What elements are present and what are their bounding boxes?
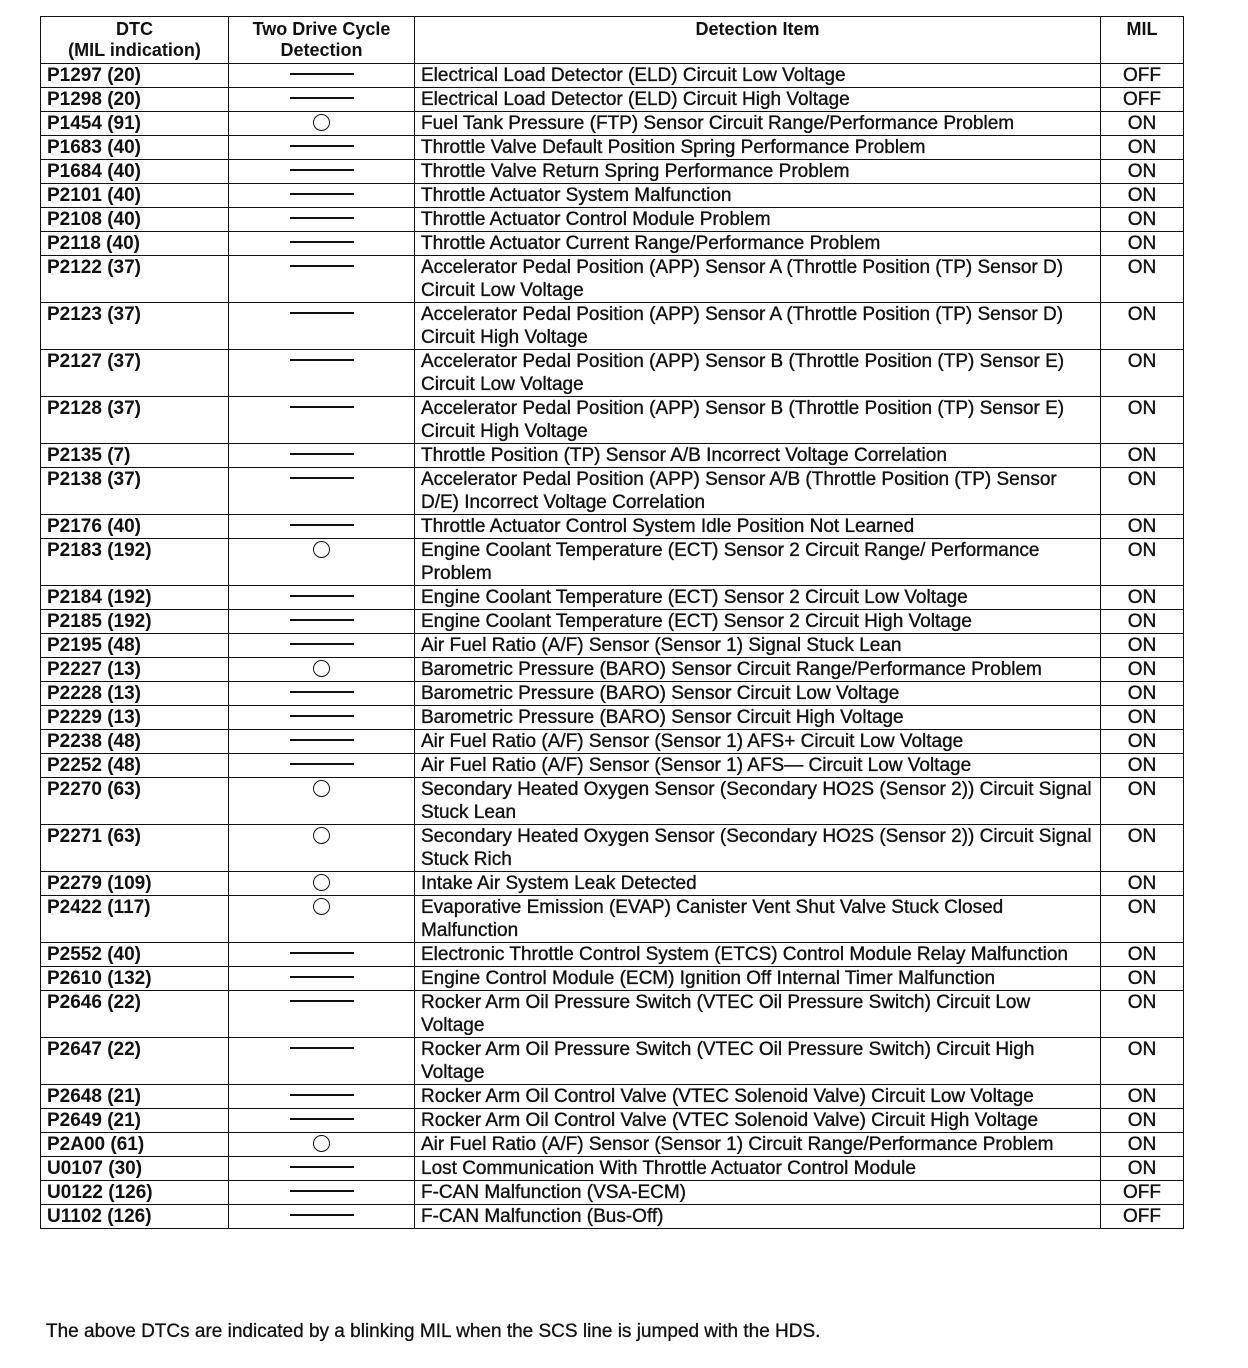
table-row [41, 706, 1184, 730]
mil-status-cell: ON [1101, 1038, 1184, 1085]
table-row [41, 586, 1184, 610]
table-row [41, 634, 1184, 658]
table-row [41, 754, 1184, 778]
detection-item-cell: Air Fuel Ratio (A/F) Sensor (Sensor 1) Signal Stuck Lean [415, 634, 1101, 658]
dash-icon [290, 453, 354, 455]
mil-status-cell: ON [1101, 468, 1184, 515]
dash-icon [290, 359, 354, 361]
table-row [41, 539, 1184, 586]
header-detection-item: Detection Item [415, 17, 1101, 64]
dash-icon [290, 73, 354, 75]
detection-item-cell: Engine Coolant Temperature (ECT) Sensor 2 Circuit Low Voltage [415, 586, 1101, 610]
dash-icon [290, 477, 354, 479]
two-drive-cycle-cell [229, 160, 415, 184]
table-row [41, 896, 1184, 943]
table-row [41, 943, 1184, 967]
two-drive-cycle-cell [229, 136, 415, 160]
two-drive-cycle-cell [229, 468, 415, 515]
table-body [41, 64, 1184, 1229]
two-drive-cycle-cell [229, 1157, 415, 1181]
dtc-code-cell: P2647 (22) [41, 1038, 229, 1085]
two-drive-cycle-cell [229, 208, 415, 232]
table-row [41, 1157, 1184, 1181]
dash-icon [290, 524, 354, 526]
table-row [41, 160, 1184, 184]
two-drive-cycle-cell [229, 539, 415, 586]
table-row [41, 468, 1184, 515]
two-drive-cycle-cell [229, 444, 415, 468]
mil-status-cell: ON [1101, 754, 1184, 778]
detection-item-cell: Air Fuel Ratio (A/F) Sensor (Sensor 1) AFS+ Circuit Low Voltage [415, 730, 1101, 754]
circle-icon [313, 827, 330, 844]
two-drive-cycle-cell [229, 682, 415, 706]
mil-status-cell: ON [1101, 397, 1184, 444]
dtc-code-cell: U0122 (126) [41, 1181, 229, 1205]
detection-item-cell: Barometric Pressure (BARO) Sensor Circuit High Voltage [415, 706, 1101, 730]
dtc-code-cell: P2A00 (61) [41, 1133, 229, 1157]
detection-item-cell: Rocker Arm Oil Pressure Switch (VTEC Oil Pressure Switch) Circuit Low Voltage [415, 991, 1101, 1038]
table-row [41, 967, 1184, 991]
mil-status-cell: ON [1101, 184, 1184, 208]
detection-item-cell: Lost Communication With Throttle Actuator Control Module [415, 1157, 1101, 1181]
detection-item-cell: Throttle Valve Return Spring Performance Problem [415, 160, 1101, 184]
dtc-code-cell: P2183 (192) [41, 539, 229, 586]
mil-status-cell: ON [1101, 1085, 1184, 1109]
two-drive-cycle-cell [229, 967, 415, 991]
two-drive-cycle-cell [229, 730, 415, 754]
dtc-code-cell: P2252 (48) [41, 754, 229, 778]
detection-item-cell: Air Fuel Ratio (A/F) Sensor (Sensor 1) Circuit Range/Performance Problem [415, 1133, 1101, 1157]
mil-status-cell: ON [1101, 706, 1184, 730]
detection-item-cell: Throttle Actuator Control Module Problem [415, 208, 1101, 232]
dtc-code-cell: P2195 (48) [41, 634, 229, 658]
mil-status-cell: OFF [1101, 1205, 1184, 1229]
detection-item-cell: Intake Air System Leak Detected [415, 872, 1101, 896]
detection-item-cell: Electrical Load Detector (ELD) Circuit High Voltage [415, 88, 1101, 112]
two-drive-cycle-cell [229, 64, 415, 88]
mil-status-cell: ON [1101, 136, 1184, 160]
two-drive-cycle-cell [229, 943, 415, 967]
two-drive-cycle-cell [229, 1181, 415, 1205]
dash-icon [290, 193, 354, 195]
two-drive-cycle-cell [229, 350, 415, 397]
detection-item-cell: Engine Control Module (ECM) Ignition Off Internal Timer Malfunction [415, 967, 1101, 991]
mil-status-cell: ON [1101, 1109, 1184, 1133]
dash-icon [290, 1214, 354, 1216]
dtc-code-cell: P2649 (21) [41, 1109, 229, 1133]
mil-status-cell: ON [1101, 991, 1184, 1038]
detection-item-cell: Barometric Pressure (BARO) Sensor Circuit Range/Performance Problem [415, 658, 1101, 682]
detection-item-cell: Throttle Actuator Current Range/Performance Problem [415, 232, 1101, 256]
mil-status-cell: ON [1101, 896, 1184, 943]
header-two-drive-label: Two Drive Cycle [252, 19, 391, 39]
table-row [41, 88, 1184, 112]
mil-status-cell: OFF [1101, 88, 1184, 112]
mil-status-cell: ON [1101, 160, 1184, 184]
header-dtc [41, 17, 229, 64]
table-row [41, 350, 1184, 397]
circle-icon [313, 541, 330, 558]
mil-status-cell: OFF [1101, 64, 1184, 88]
mil-status-cell: ON [1101, 872, 1184, 896]
mil-status-cell: ON [1101, 539, 1184, 586]
detection-item-cell: Accelerator Pedal Position (APP) Sensor A (Throttle Position (TP) Sensor D) Circuit High Voltage [415, 303, 1101, 350]
dtc-code-cell: P2271 (63) [41, 825, 229, 872]
two-drive-cycle-cell [229, 610, 415, 634]
table-row [41, 825, 1184, 872]
dtc-code-cell: U0107 (30) [41, 1157, 229, 1181]
table-row [41, 136, 1184, 160]
dtc-code-cell: P2135 (7) [41, 444, 229, 468]
two-drive-cycle-cell [229, 778, 415, 825]
two-drive-cycle-cell [229, 184, 415, 208]
dtc-code-cell: P2176 (40) [41, 515, 229, 539]
two-drive-cycle-cell [229, 303, 415, 350]
dtc-code-cell: P2122 (37) [41, 256, 229, 303]
two-drive-cycle-cell [229, 397, 415, 444]
detection-item-cell: Accelerator Pedal Position (APP) Sensor A/B (Throttle Position (TP) Sensor D/E) Incorrect Voltage Correlation [415, 468, 1101, 515]
table-row [41, 1038, 1184, 1085]
dtc-code-cell: P1297 (20) [41, 64, 229, 88]
dash-icon [290, 312, 354, 314]
detection-item-cell: Accelerator Pedal Position (APP) Sensor A (Throttle Position (TP) Sensor D) Circuit Low Voltage [415, 256, 1101, 303]
mil-status-cell: ON [1101, 586, 1184, 610]
two-drive-cycle-cell [229, 1109, 415, 1133]
dash-icon [290, 217, 354, 219]
table-row [41, 872, 1184, 896]
table-row [41, 778, 1184, 825]
dash-icon [290, 265, 354, 267]
detection-item-cell: Electronic Throttle Control System (ETCS) Control Module Relay Malfunction [415, 943, 1101, 967]
dash-icon [290, 1118, 354, 1120]
dtc-code-cell: P1684 (40) [41, 160, 229, 184]
dash-icon [290, 1000, 354, 1002]
dtc-code-cell: P2184 (192) [41, 586, 229, 610]
mil-status-cell: ON [1101, 682, 1184, 706]
detection-item-cell: F-CAN Malfunction (VSA-ECM) [415, 1181, 1101, 1205]
two-drive-cycle-cell [229, 1133, 415, 1157]
detection-item-cell: Evaporative Emission (EVAP) Canister Vent Shut Valve Stuck Closed Malfunction [415, 896, 1101, 943]
detection-item-cell: Rocker Arm Oil Pressure Switch (VTEC Oil Pressure Switch) Circuit High Voltage [415, 1038, 1101, 1085]
table-header-row [41, 17, 1184, 64]
dash-icon [290, 763, 354, 765]
dtc-code-cell: P2138 (37) [41, 468, 229, 515]
dtc-code-cell: U1102 (126) [41, 1205, 229, 1229]
two-drive-cycle-cell [229, 112, 415, 136]
dash-icon [290, 241, 354, 243]
dash-icon [290, 715, 354, 717]
table-row [41, 1085, 1184, 1109]
dtc-code-cell: P2123 (37) [41, 303, 229, 350]
table-row [41, 1109, 1184, 1133]
dash-icon [290, 952, 354, 954]
two-drive-cycle-cell [229, 515, 415, 539]
detection-item-cell: Engine Coolant Temperature (ECT) Sensor 2 Circuit Range/ Performance Problem [415, 539, 1101, 586]
dtc-code-cell: P2648 (21) [41, 1085, 229, 1109]
header-dtc-label: DTC [116, 19, 153, 39]
dash-icon [290, 97, 354, 99]
table-row [41, 112, 1184, 136]
header-dtc-sublabel: (MIL indication) [68, 40, 201, 60]
mil-status-cell: ON [1101, 1157, 1184, 1181]
detection-item-cell: Electrical Load Detector (ELD) Circuit Low Voltage [415, 64, 1101, 88]
detection-item-cell: Accelerator Pedal Position (APP) Sensor B (Throttle Position (TP) Sensor E) Circuit High Voltage [415, 397, 1101, 444]
dtc-code-cell: P1298 (20) [41, 88, 229, 112]
mil-status-cell: ON [1101, 303, 1184, 350]
detection-item-cell: Secondary Heated Oxygen Sensor (Secondary HO2S (Sensor 2)) Circuit Signal Stuck Lean [415, 778, 1101, 825]
dtc-code-cell: P2270 (63) [41, 778, 229, 825]
mil-status-cell: ON [1101, 943, 1184, 967]
detection-item-cell: Secondary Heated Oxygen Sensor (Secondary HO2S (Sensor 2)) Circuit Signal Stuck Rich [415, 825, 1101, 872]
dtc-code-cell: P2185 (192) [41, 610, 229, 634]
mil-status-cell: ON [1101, 256, 1184, 303]
two-drive-cycle-cell [229, 658, 415, 682]
dtc-code-cell: P2101 (40) [41, 184, 229, 208]
mil-status-cell: OFF [1101, 1181, 1184, 1205]
detection-item-cell: Rocker Arm Oil Control Valve (VTEC Solenoid Valve) Circuit High Voltage [415, 1109, 1101, 1133]
mil-status-cell: ON [1101, 232, 1184, 256]
mil-status-cell: ON [1101, 1133, 1184, 1157]
table-row [41, 682, 1184, 706]
circle-icon [313, 780, 330, 797]
two-drive-cycle-cell [229, 88, 415, 112]
dash-icon [290, 643, 354, 645]
header-two-drive-sublabel: Detection [280, 40, 363, 60]
detection-item-cell: Accelerator Pedal Position (APP) Sensor B (Throttle Position (TP) Sensor E) Circuit Low Voltage [415, 350, 1101, 397]
two-drive-cycle-cell [229, 256, 415, 303]
two-drive-cycle-cell [229, 825, 415, 872]
mil-status-cell: ON [1101, 730, 1184, 754]
dash-icon [290, 595, 354, 597]
two-drive-cycle-cell [229, 754, 415, 778]
dtc-code-cell: P2118 (40) [41, 232, 229, 256]
table-row [41, 1133, 1184, 1157]
dtc-code-cell: P2279 (109) [41, 872, 229, 896]
mil-status-cell: ON [1101, 444, 1184, 468]
circle-icon [313, 898, 330, 915]
dash-icon [290, 1190, 354, 1192]
dtc-code-cell: P2227 (13) [41, 658, 229, 682]
dash-icon [290, 739, 354, 741]
dash-icon [290, 1166, 354, 1168]
table-row [41, 397, 1184, 444]
dtc-code-cell: P2610 (132) [41, 967, 229, 991]
two-drive-cycle-cell [229, 706, 415, 730]
dash-icon [290, 145, 354, 147]
table-row [41, 64, 1184, 88]
table-row [41, 303, 1184, 350]
circle-icon [313, 874, 330, 891]
detection-item-cell: Rocker Arm Oil Control Valve (VTEC Solenoid Valve) Circuit Low Voltage [415, 1085, 1101, 1109]
table-row [41, 1205, 1184, 1229]
header-mil: MIL [1101, 17, 1184, 64]
dtc-code-cell: P2229 (13) [41, 706, 229, 730]
two-drive-cycle-cell [229, 991, 415, 1038]
table-row [41, 1181, 1184, 1205]
two-drive-cycle-cell [229, 634, 415, 658]
table-row [41, 991, 1184, 1038]
mil-status-cell: ON [1101, 515, 1184, 539]
table-row [41, 444, 1184, 468]
circle-icon [313, 660, 330, 677]
table-row [41, 610, 1184, 634]
two-drive-cycle-cell [229, 896, 415, 943]
dtc-code-cell: P2422 (117) [41, 896, 229, 943]
table-row [41, 232, 1184, 256]
dtc-code-cell: P2552 (40) [41, 943, 229, 967]
mil-status-cell: ON [1101, 350, 1184, 397]
detection-item-cell: Throttle Position (TP) Sensor A/B Incorrect Voltage Correlation [415, 444, 1101, 468]
dtc-code-cell: P2108 (40) [41, 208, 229, 232]
mil-status-cell: ON [1101, 658, 1184, 682]
dash-icon [290, 691, 354, 693]
mil-status-cell: ON [1101, 825, 1184, 872]
dash-icon [290, 406, 354, 408]
two-drive-cycle-cell [229, 232, 415, 256]
table-row [41, 515, 1184, 539]
two-drive-cycle-cell [229, 1085, 415, 1109]
mil-status-cell: ON [1101, 634, 1184, 658]
footnote: The above DTCs are indicated by a blinking MIL when the SCS line is jumped with the HDS. [46, 1321, 821, 1342]
two-drive-cycle-cell [229, 1038, 415, 1085]
mil-status-cell: ON [1101, 610, 1184, 634]
detection-item-cell: Barometric Pressure (BARO) Sensor Circuit Low Voltage [415, 682, 1101, 706]
mil-status-cell: ON [1101, 208, 1184, 232]
dtc-code-cell: P2228 (13) [41, 682, 229, 706]
circle-icon [313, 1135, 330, 1152]
detection-item-cell: Air Fuel Ratio (A/F) Sensor (Sensor 1) AFS— Circuit Low Voltage [415, 754, 1101, 778]
circle-icon [313, 114, 330, 131]
table-row [41, 658, 1184, 682]
dash-icon [290, 169, 354, 171]
dtc-table [40, 16, 1184, 1229]
dash-icon [290, 976, 354, 978]
header-two-drive-cycle [229, 17, 415, 64]
two-drive-cycle-cell [229, 872, 415, 896]
detection-item-cell: Engine Coolant Temperature (ECT) Sensor 2 Circuit High Voltage [415, 610, 1101, 634]
dtc-code-cell: P2127 (37) [41, 350, 229, 397]
dtc-code-cell: P2128 (37) [41, 397, 229, 444]
dtc-code-cell: P1683 (40) [41, 136, 229, 160]
dash-icon [290, 1094, 354, 1096]
detection-item-cell: Throttle Actuator Control System Idle Position Not Learned [415, 515, 1101, 539]
two-drive-cycle-cell [229, 1205, 415, 1229]
detection-item-cell: Throttle Actuator System Malfunction [415, 184, 1101, 208]
table-row [41, 256, 1184, 303]
dash-icon [290, 619, 354, 621]
detection-item-cell: Fuel Tank Pressure (FTP) Sensor Circuit Range/Performance Problem [415, 112, 1101, 136]
table-row [41, 208, 1184, 232]
detection-item-cell: Throttle Valve Default Position Spring Performance Problem [415, 136, 1101, 160]
detection-item-cell: F-CAN Malfunction (Bus-Off) [415, 1205, 1101, 1229]
mil-status-cell: ON [1101, 967, 1184, 991]
mil-status-cell: ON [1101, 112, 1184, 136]
dash-icon [290, 1047, 354, 1049]
dtc-code-cell: P2646 (22) [41, 991, 229, 1038]
table-row [41, 184, 1184, 208]
table-row [41, 730, 1184, 754]
two-drive-cycle-cell [229, 586, 415, 610]
dtc-code-cell: P2238 (48) [41, 730, 229, 754]
mil-status-cell: ON [1101, 778, 1184, 825]
dtc-code-cell: P1454 (91) [41, 112, 229, 136]
